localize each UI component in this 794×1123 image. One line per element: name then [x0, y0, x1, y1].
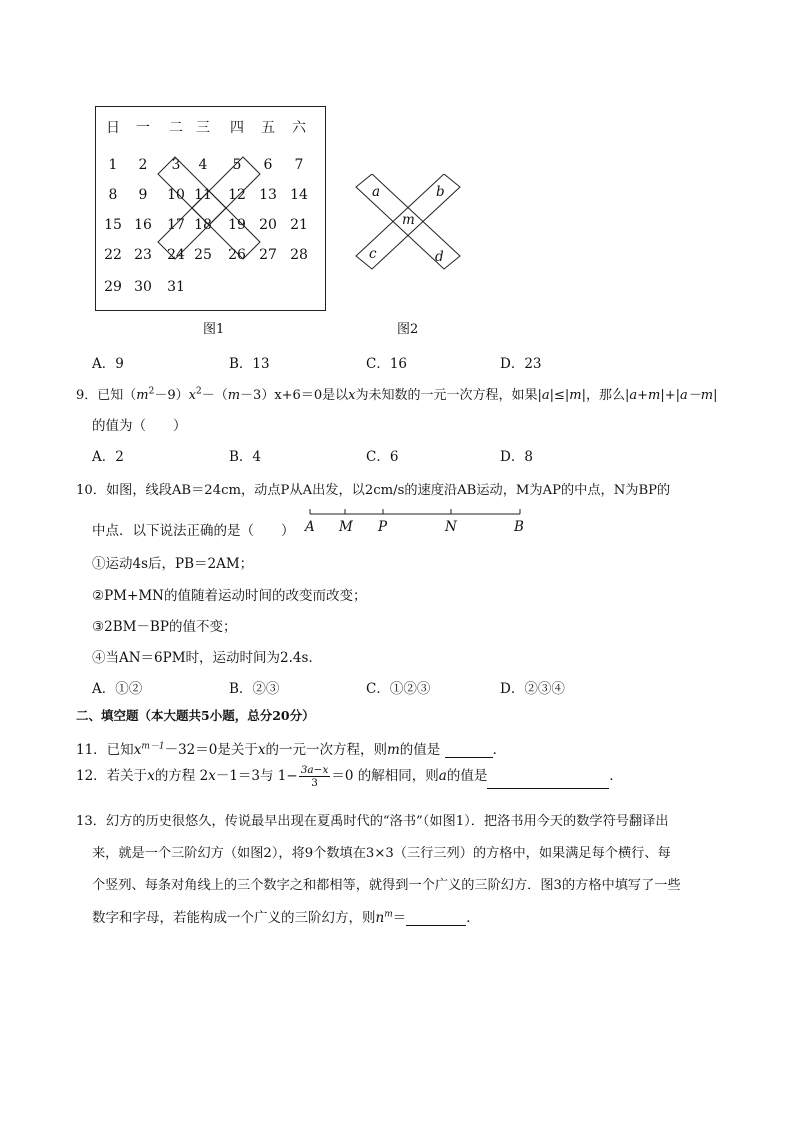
calendar-day: 15	[104, 217, 122, 233]
q8-option-d: D．23	[500, 356, 542, 372]
calendar-day: 3	[171, 157, 181, 173]
q11: 11．已知$x^{m-1}-32=0$是关于x的一元一次方程，则m的值是 ．	[76, 741, 507, 758]
calendar-day: 14	[290, 187, 308, 203]
q10-option-d: D．②③④	[500, 681, 565, 697]
q8-option-c: C．16	[366, 356, 408, 372]
calendar-day: 20	[259, 217, 277, 233]
q10-statement-2: ②PM+MN的值随着运动时间的改变而改变；	[92, 588, 367, 604]
calendar-day: 5	[232, 157, 242, 173]
calendar-day: 17	[167, 217, 185, 233]
q10-option-b: B．②③	[229, 681, 280, 697]
calendar-day: 26	[228, 247, 246, 263]
weekday-header: 三	[196, 120, 210, 136]
calendar-day: 11	[194, 187, 212, 203]
q13-line4: 数字和字母，若能构成一个广义的三阶幻方，则$n^m=$ ．	[92, 909, 480, 926]
calendar-day: 16	[134, 217, 152, 233]
calendar-day: 6	[263, 157, 273, 173]
calendar-day: 29	[104, 279, 122, 295]
q9-line2: 的值为（ ）	[92, 418, 187, 434]
calendar-day: 18	[194, 217, 212, 233]
diamond-topleft-to-center	[158, 157, 226, 225]
segment-label-a: A	[305, 519, 315, 535]
q10-line2: 中点．以下说法正确的是（ ）	[92, 523, 295, 539]
calendar-day: 28	[290, 247, 308, 263]
fig2-a: a	[372, 184, 381, 200]
calendar-figure	[95, 106, 326, 311]
fig2-b: b	[436, 184, 445, 200]
q10-statement-3: ③2BM－BP的值不变；	[92, 619, 237, 635]
q10-option-c: C．①②③	[366, 681, 431, 697]
q13-answer-blank[interactable]	[406, 925, 466, 926]
q13-line2: 来，就是一个三阶幻方（如图2），将9个数填在3×3（三行三列）的方格中，如果满足每个横行、每	[92, 846, 671, 861]
calendar-day: 9	[138, 187, 148, 203]
calendar-day: 10	[167, 187, 185, 203]
weekday-header: 五	[261, 120, 275, 136]
calendar-day: 13	[259, 187, 277, 203]
q10-option-a: A．①②	[92, 681, 143, 697]
calendar-day: 30	[134, 279, 152, 295]
q9-option-c: C．6	[366, 449, 399, 465]
q12: 12．若关于x的方程 2x－1＝3与 1− $\frac{3a-x}{3}$ ＝0 的解相同，则a的值是 ．	[76, 764, 623, 789]
fig2-c: c	[369, 246, 377, 262]
weekday-header: 四	[230, 120, 244, 136]
cross-diamonds	[96, 107, 325, 310]
q10-segment	[305, 506, 530, 520]
figure2-caption: 图2	[397, 322, 419, 337]
calendar-day: 7	[294, 157, 304, 173]
q13-line1: 13．幻方的历史很悠久，传说最早出现在夏禹时代的“洛书”（如图1）．把洛书用今天的数学符号翻译出	[76, 814, 669, 829]
calendar-day: 22	[104, 247, 122, 263]
q9-option-a: A．2	[92, 449, 124, 465]
weekday-header: 一	[136, 120, 150, 136]
fraction: $\frac{3a-x}{3}$	[300, 764, 329, 789]
figure1-caption: 图1	[203, 322, 225, 337]
calendar-day: 19	[228, 217, 246, 233]
segment-label-m: M	[339, 519, 353, 535]
weekday-header: 二	[169, 120, 183, 136]
weekday-header: 日	[106, 120, 120, 136]
fig2-m: m	[402, 212, 415, 228]
q10-statement-1: ①运动4s后，PB＝2AM；	[92, 556, 254, 572]
calendar-day: 4	[198, 157, 208, 173]
q12-answer-blank[interactable]	[487, 788, 609, 789]
diamond-topright-to-center	[192, 157, 260, 225]
calendar-day: 27	[259, 247, 277, 263]
calendar-day: 25	[194, 247, 212, 263]
q10-line1: 10．如图，线段AB＝24cm，动点P从A出发，以2cm/s的速度沿AB运动，M为AP的中点，N为BP的	[76, 483, 671, 498]
diamond-center-to-bottomleft	[158, 191, 226, 259]
q9-option-d: D．8	[500, 449, 533, 465]
calendar-day: 24	[167, 247, 185, 263]
calendar-day: 12	[228, 187, 246, 203]
calendar-day: 1	[108, 157, 118, 173]
calendar-day: 21	[290, 217, 308, 233]
section-heading: 二、填空题（本大题共5小题，总分20分）	[76, 708, 315, 723]
weekday-header: 六	[292, 120, 306, 136]
segment-label-n: N	[445, 519, 457, 535]
q9-line1: 9．已知$(m^2-9)x^2-(m-3)x+6=0$是以x为未知数的一元一次方程，如果|a|≤|m|，那么|a+m|+|a－m|	[76, 386, 718, 403]
q9-option-b: B．4	[229, 449, 262, 465]
diamond-center-to-bottomright	[192, 191, 260, 259]
q11-answer-blank[interactable]	[445, 757, 493, 758]
calendar-day: 8	[108, 187, 118, 203]
q8-option-b: B．13	[229, 356, 270, 372]
segment-label-p: P	[378, 519, 388, 535]
calendar-day: 31	[167, 279, 185, 295]
segment-label-b: B	[514, 519, 524, 535]
q10-statement-4: ④当AN＝6PM时，运动时间为2.4s．	[92, 650, 322, 666]
fig2-d: d	[435, 249, 444, 265]
q13-line3: 个竖列、每条对角线上的三个数字之和都相等，就得到一个广义的三阶幻方．图3的方格中填写了一些	[92, 878, 681, 893]
q8-option-a: A．9	[92, 356, 124, 372]
calendar-day: 23	[134, 247, 152, 263]
calendar-day: 2	[138, 157, 148, 173]
